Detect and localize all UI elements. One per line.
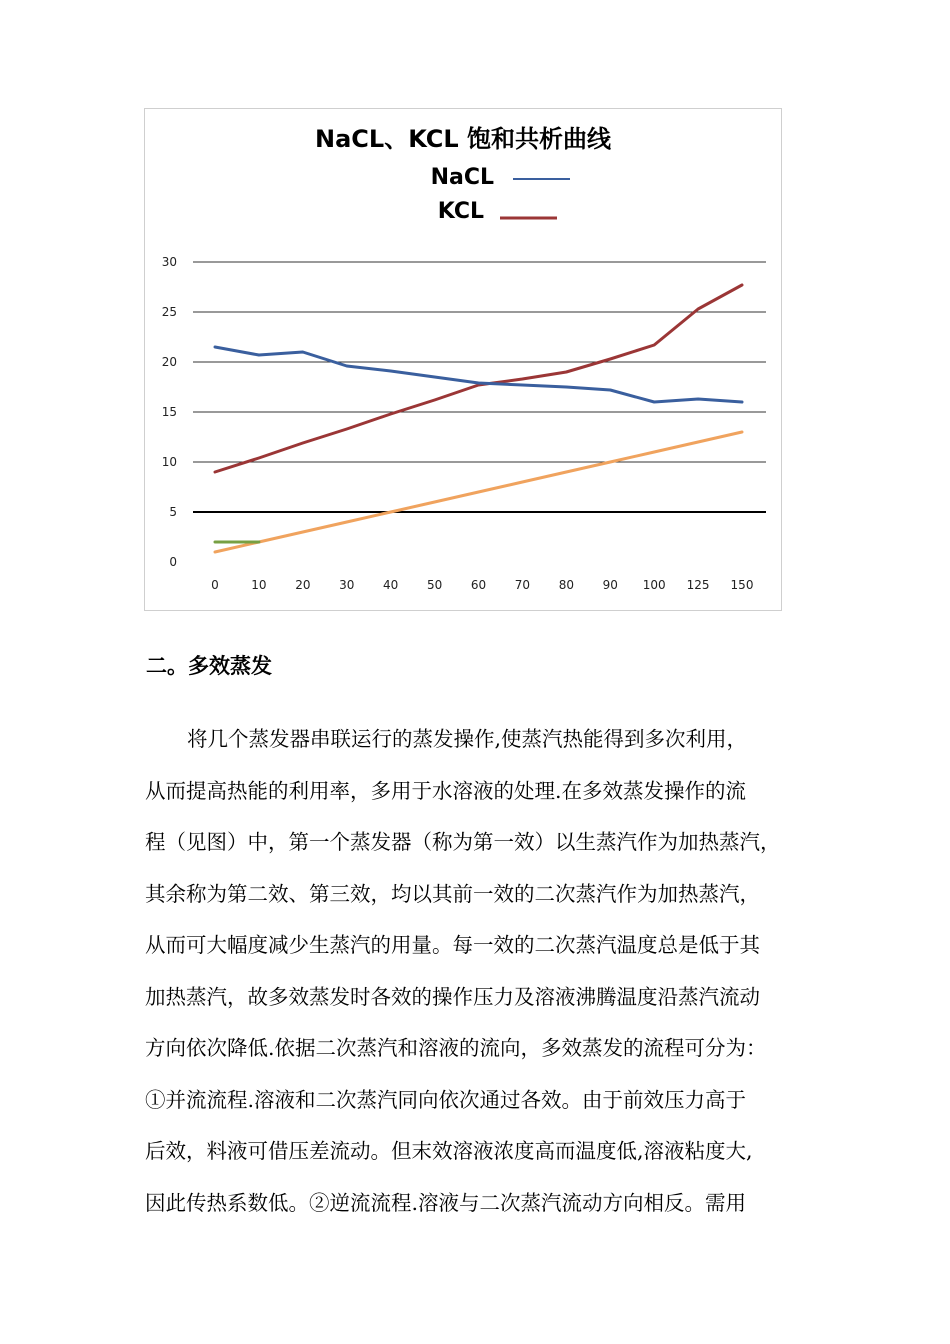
x-tick-label: 150 <box>730 578 754 592</box>
y-tick-label: 30 <box>161 255 177 269</box>
chart-legend <box>431 165 570 224</box>
legend-label-nacl: NaCL <box>430 165 494 190</box>
legend-label-kcl: KCL <box>437 199 484 224</box>
paragraph-line: 将几个蒸发器串联运行的蒸发操作,使蒸汽热能得到多次利用， <box>187 727 748 751</box>
paragraph-line: ①并流流程.溶液和二次蒸汽同向依次通过各效。由于前效压力高于 <box>145 1087 747 1112</box>
x-tick-label: 80 <box>558 578 574 592</box>
x-axis-ticks <box>211 578 753 592</box>
chart-gridlines <box>193 262 766 512</box>
y-tick-label: 25 <box>161 305 177 319</box>
paragraph-line: 从而提高热能的利用率，多用于水溶液的处理.在多效蒸发操作的流 <box>145 778 747 803</box>
paragraph-line: 方向依次降低.依据二次蒸汽和溶液的流向，多效蒸发的流程可分为： <box>145 1036 767 1060</box>
section-heading: 二。多效蒸发 <box>146 654 272 678</box>
x-tick-label: 0 <box>211 578 219 592</box>
chart-title: NaCL、KCL 饱和共析曲线 <box>315 125 611 153</box>
x-tick-label: 60 <box>470 578 487 592</box>
x-tick-label: 40 <box>383 578 399 592</box>
x-tick-label: 125 <box>686 578 710 592</box>
paragraph-line: 因此传热系数低。②逆流流程.溶液与二次蒸汽流动方向相反。需用 <box>145 1190 747 1215</box>
body-paragraph <box>145 714 815 1229</box>
y-axis-ticks <box>162 255 177 569</box>
y-tick-label: 0 <box>169 555 177 569</box>
x-tick-label: 50 <box>426 578 443 592</box>
y-tick-label: 10 <box>161 455 177 469</box>
x-tick-label: 30 <box>339 578 355 592</box>
x-tick-label: 70 <box>514 578 531 592</box>
paragraph-line: 从而可大幅度减少生蒸汽的用量。每一效的二次蒸汽温度总是低于其 <box>145 933 760 957</box>
y-tick-label: 20 <box>161 355 177 369</box>
x-tick-label: 100 <box>642 578 666 592</box>
paragraph-line: 其余称为第二效、第三效，均以其前一效的二次蒸汽作为加热蒸汽， <box>145 881 760 906</box>
series-line-nacl <box>215 347 742 402</box>
chart-frame <box>144 108 782 611</box>
paragraph-line: 后效，料液可借压差流动。但末效溶液浓度高而温度低,溶液粘度大, <box>145 1139 753 1163</box>
paragraph-line: 加热蒸汽，故多效蒸发时各效的操作压力及溶液沸腾温度沿蒸汽流动 <box>145 984 760 1009</box>
x-tick-label: 90 <box>602 578 618 592</box>
series-line-2 <box>215 432 742 552</box>
y-tick-label: 5 <box>169 505 177 519</box>
paragraph-line: 程（见图）中，第一个蒸发器（称为第一效）以生蒸汽作为加热蒸汽， <box>145 830 781 854</box>
series-line-kcl <box>215 285 742 472</box>
y-tick-label: 15 <box>161 405 177 419</box>
x-tick-label: 20 <box>295 578 311 592</box>
x-tick-label: 10 <box>251 578 267 592</box>
line-chart <box>145 109 783 612</box>
